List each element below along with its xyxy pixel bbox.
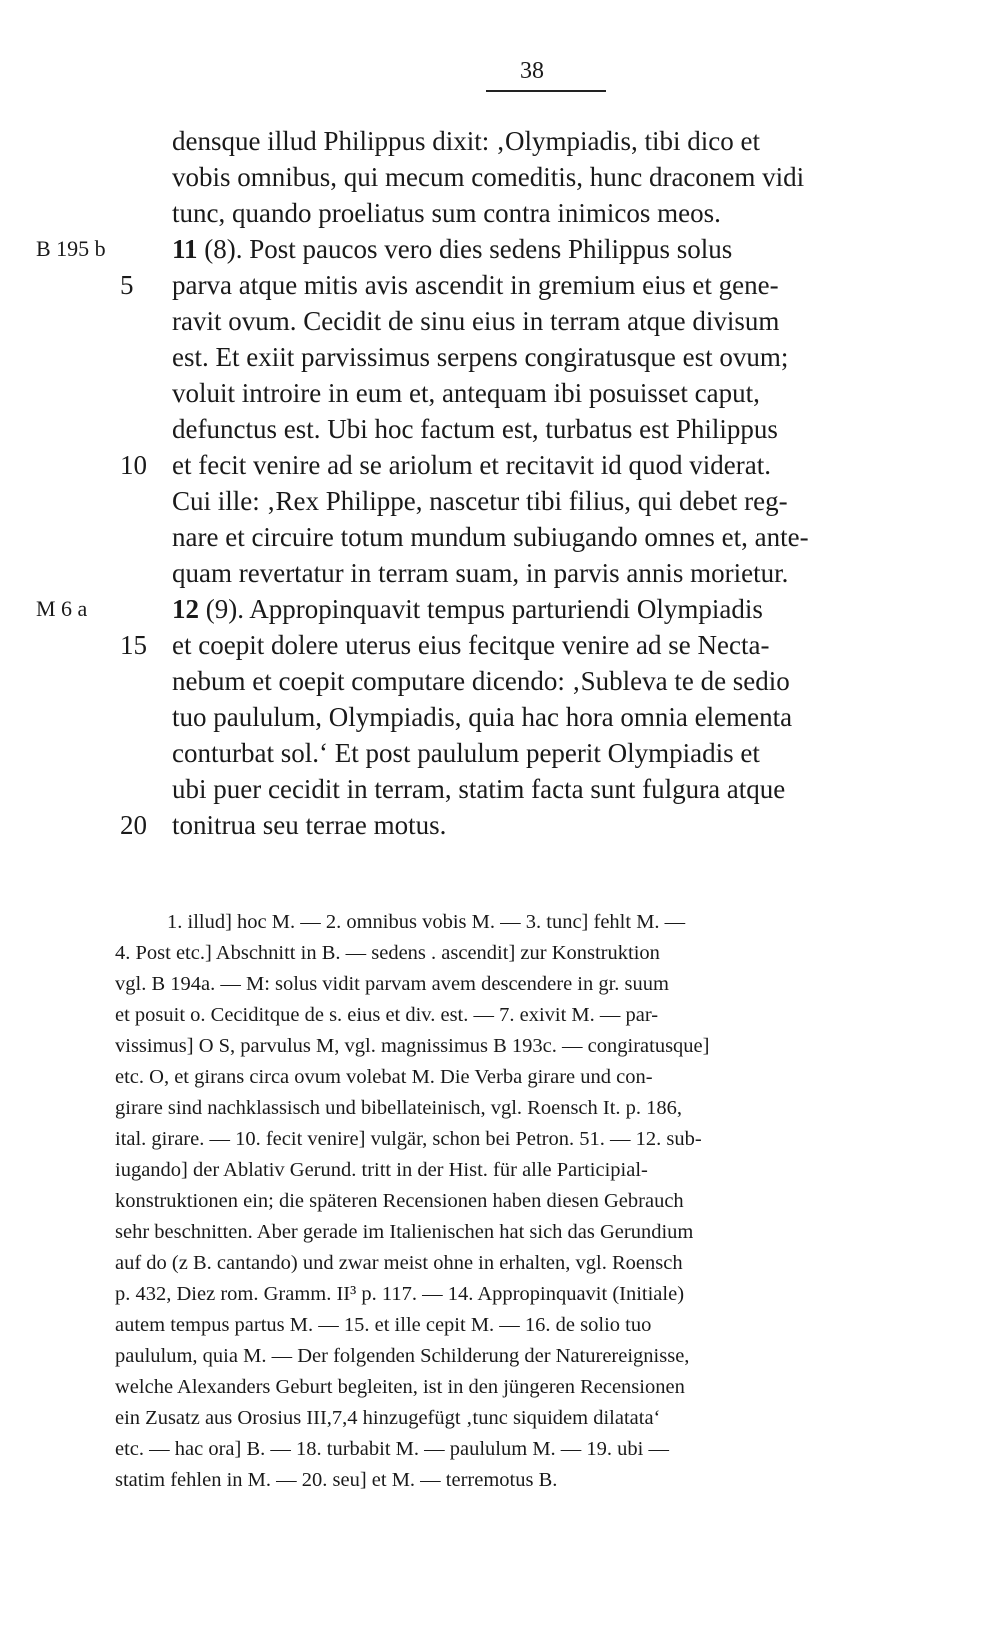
line-text bbox=[172, 195, 721, 231]
text-line bbox=[0, 519, 1000, 555]
margin-reference: M 6 a bbox=[36, 596, 88, 621]
text-line bbox=[0, 807, 1000, 843]
line-content: densque illud Philippus dixit: ‚Olympiadis, tibi dico et bbox=[172, 126, 760, 156]
line-number: 10 bbox=[120, 450, 147, 480]
header-rule bbox=[486, 90, 606, 92]
text-line bbox=[0, 483, 1000, 519]
text-line bbox=[0, 447, 1000, 483]
line-text bbox=[172, 303, 779, 339]
line-text bbox=[172, 699, 792, 735]
line-content: (9). Appropinquavit tempus parturiendi Olympiadis bbox=[199, 594, 763, 624]
footnote-line: vgl. B 194a. — M: solus vidit parvam avem descendere in gr. suum bbox=[115, 973, 669, 995]
line-content: est. Et exiit parvissimus serpens congiratusque est ovum; bbox=[172, 342, 789, 372]
line-text bbox=[172, 555, 788, 591]
line-content: nebum et coepit computare dicendo: ‚Subleva te de sedio bbox=[172, 666, 790, 696]
margin-reference: B 195 b bbox=[36, 236, 106, 261]
text-line bbox=[0, 231, 1000, 267]
line-text bbox=[172, 411, 778, 447]
footnote-line: konstruktionen ein; die späteren Recensionen haben diesen Gebrauch bbox=[115, 1190, 684, 1212]
text-line bbox=[0, 123, 1000, 159]
line-text bbox=[172, 627, 769, 663]
footnote-line: iugando] der Ablativ Gerund. tritt in der Hist. für alle Participial- bbox=[115, 1159, 648, 1181]
text-line bbox=[0, 735, 1000, 771]
text-line bbox=[0, 303, 1000, 339]
footnotes bbox=[115, 907, 925, 1496]
line-text bbox=[172, 483, 788, 519]
line-content: quam revertatur in terram suam, in parvis annis morietur. bbox=[172, 558, 789, 588]
section-number: 11 bbox=[172, 234, 198, 264]
line-text bbox=[172, 231, 732, 267]
line-content: defunctus est. Ubi hoc factum est, turbatus est Philippus bbox=[172, 414, 778, 444]
line-content: tunc, quando proeliatus sum contra inimicos meos. bbox=[172, 198, 721, 228]
text-line bbox=[0, 411, 1000, 447]
line-content: et coepit dolere uterus eius fecitque venire ad se Necta- bbox=[172, 630, 770, 660]
text-line bbox=[0, 159, 1000, 195]
section-number: 12 bbox=[172, 594, 199, 624]
text-line bbox=[0, 339, 1000, 375]
line-content: voluit introire in eum et, antequam ibi posuisset caput, bbox=[172, 378, 760, 408]
text-line bbox=[0, 627, 1000, 663]
page-number: 38 bbox=[520, 58, 544, 84]
line-content: tonitrua seu terrae motus. bbox=[172, 810, 447, 840]
line-content: Cui ille: ‚Rex Philippe, nascetur tibi filius, qui debet reg- bbox=[172, 486, 788, 516]
line-text bbox=[172, 123, 760, 159]
text-line bbox=[0, 267, 1000, 303]
line-text bbox=[172, 339, 788, 375]
line-content: conturbat sol.‘ Et post paululum peperit Olympiadis et bbox=[172, 738, 760, 768]
line-text bbox=[172, 519, 809, 555]
line-text bbox=[172, 807, 446, 843]
line-text bbox=[172, 591, 763, 627]
line-content: vobis omnibus, qui mecum comeditis, hunc draconem vidi bbox=[172, 162, 805, 192]
text-line bbox=[0, 195, 1000, 231]
line-content: tuo paululum, Olympiadis, quia hac hora omnia elementa bbox=[172, 702, 793, 732]
text-line bbox=[0, 663, 1000, 699]
footnote-line: ein Zusatz aus Orosius III,7,4 hinzugefügt ‚tunc siquidem dilatata‘ bbox=[115, 1407, 661, 1429]
footnote-line: auf do (z B. cantando) und zwar meist ohne in erhalten, vgl. Roensch bbox=[115, 1252, 683, 1274]
footnote-line: 1. illud] hoc M. — 2. omnibus vobis M. — 3. tunc] fehlt M. — bbox=[167, 911, 686, 933]
footnote-line: etc. — hac ora] B. — 18. turbabit M. — paululum M. — 19. ubi — bbox=[115, 1438, 669, 1460]
line-content: nare et circuire totum mundum subiugando omnes et, ante- bbox=[172, 522, 809, 552]
text-line bbox=[0, 555, 1000, 591]
line-content: parva atque mitis avis ascendit in gremium eius et gene- bbox=[172, 270, 779, 300]
text-line bbox=[0, 591, 1000, 627]
line-text bbox=[172, 447, 771, 483]
line-text bbox=[172, 267, 779, 303]
line-number: 5 bbox=[120, 270, 134, 300]
footnote-line: girare sind nachklassisch und bibellateinisch, vgl. Roensch It. p. 186, bbox=[115, 1097, 683, 1119]
line-number: 20 bbox=[120, 810, 147, 840]
text-line bbox=[0, 375, 1000, 411]
footnote-line: p. 432, Diez rom. Gramm. II³ p. 117. — 14. Appropinquavit (Initiale) bbox=[115, 1283, 685, 1305]
footnote-line: vissimus] O S, parvulus M, vgl. magnissimus B 193c. — congiratusque] bbox=[115, 1035, 710, 1057]
line-text bbox=[172, 663, 790, 699]
line-text bbox=[172, 735, 760, 771]
line-text bbox=[172, 771, 785, 807]
footnote-line: et posuit o. Ceciditque de s. eius et div. est. — 7. exivit M. — par- bbox=[115, 1004, 659, 1026]
line-number: 15 bbox=[120, 630, 147, 660]
line-content: et fecit venire ad se ariolum et recitavit id quod viderat. bbox=[172, 450, 772, 480]
line-content: ubi puer cecidit in terram, statim facta sunt fulgura atque bbox=[172, 774, 786, 804]
footnote-line: autem tempus partus M. — 15. et ille cepit M. — 16. de solio tuo bbox=[115, 1314, 652, 1336]
footnote-line: sehr beschnitten. Aber gerade im Italienischen hat sich das Gerundium bbox=[115, 1221, 694, 1243]
footnote-line: statim fehlen in M. — 20. seu] et M. — terremotus B. bbox=[115, 1469, 558, 1491]
text-line bbox=[0, 699, 1000, 735]
line-content: ravit ovum. Cecidit de sinu eius in terram atque divisum bbox=[172, 306, 780, 336]
footnote-line: etc. O, et girans circa ovum volebat M. Die Verba girare und con- bbox=[115, 1066, 653, 1088]
footnote-line: paululum, quia M. — Der folgenden Schilderung der Naturereignisse, bbox=[115, 1345, 690, 1367]
line-text bbox=[172, 375, 760, 411]
line-content: (8). Post paucos vero dies sedens Philippus solus bbox=[197, 234, 733, 264]
line-text bbox=[172, 159, 804, 195]
main-text bbox=[0, 123, 1000, 843]
footnote-line: 4. Post etc.] Abschnitt in B. — sedens . ascendit] zur Konstruktion bbox=[115, 942, 660, 964]
text-line bbox=[0, 771, 1000, 807]
footnote-line: welche Alexanders Geburt begleiten, ist in den jüngeren Recensionen bbox=[115, 1376, 685, 1398]
footnote-line: ital. girare. — 10. fecit venire] vulgär, schon bei Petron. 51. — 12. sub- bbox=[115, 1128, 702, 1150]
